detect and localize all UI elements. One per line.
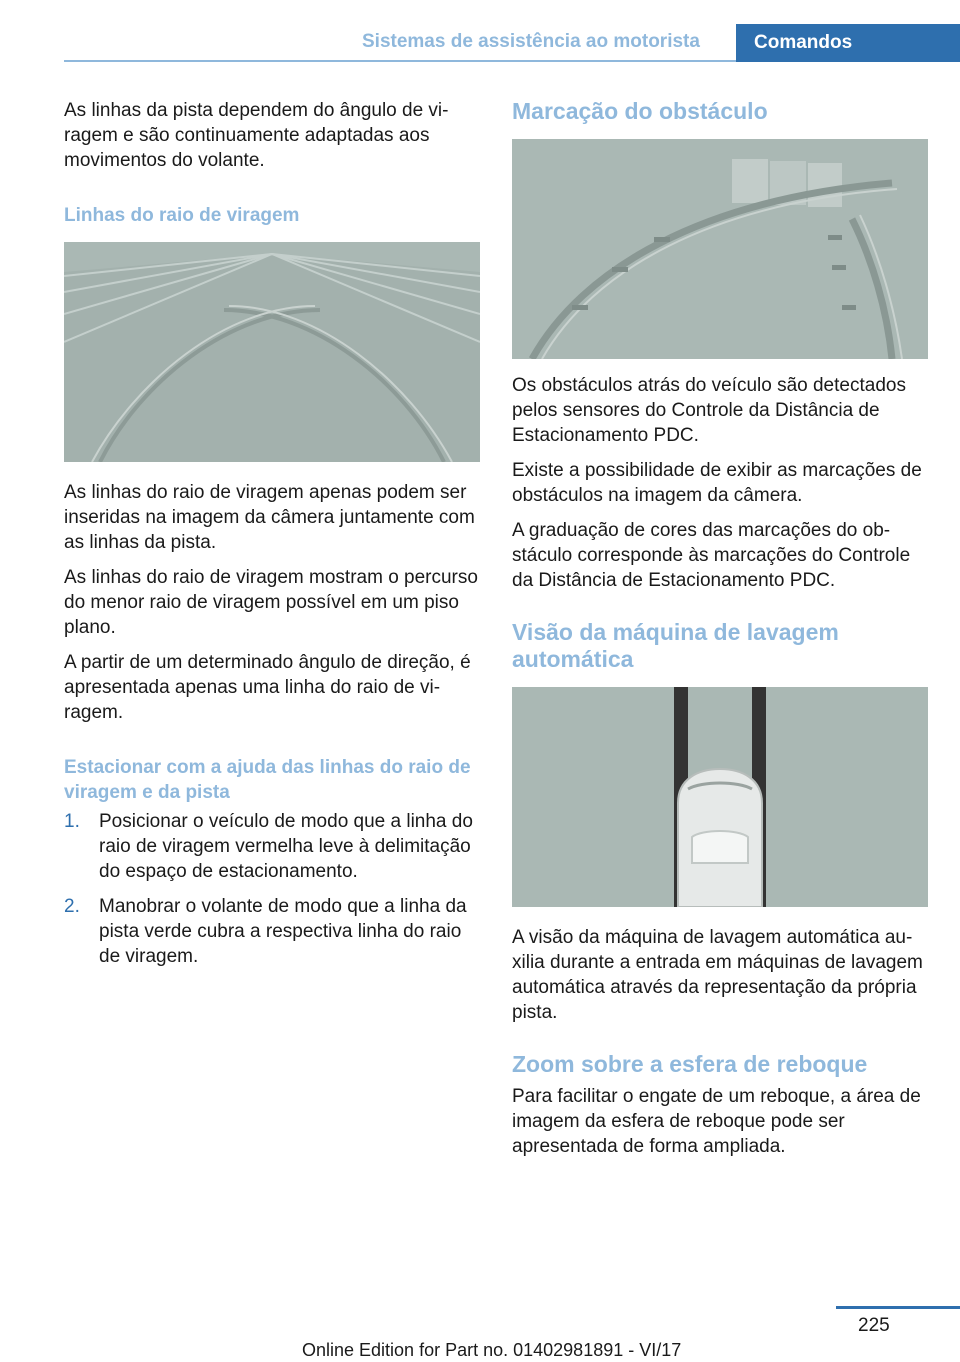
obstacle-paragraph-3: A graduação de cores das marcações do obstáculo corresponde às marcações do Controle da Distância de Estacionamento PDC. bbox=[512, 520, 911, 591]
turning-paragraph-2: As linhas do raio de viragem mostram o percurso do menor raio de viragem possível em um piso plano. bbox=[64, 567, 478, 638]
step-number: 1. bbox=[64, 811, 80, 832]
header-section-title: Sistemas de assistência ao motorista bbox=[362, 31, 700, 52]
obstacle-marking-figure bbox=[512, 139, 928, 359]
parking-step bbox=[64, 809, 480, 884]
parking-step bbox=[64, 894, 480, 969]
turning-paragraph-3: A partir de um determinado ângulo de direção, é apresentada apenas uma linha do raio de viragem. bbox=[64, 652, 471, 723]
step-number: 2. bbox=[64, 896, 80, 917]
turning-lines-figure bbox=[64, 242, 480, 462]
obstacle-paragraph-1: Os obstáculos atrás do veículo são detectados pelos sensores do Controle da Distância de Estacionamento PDC. bbox=[512, 375, 906, 446]
zoom-heading: Zoom sobre a esfera de reboque bbox=[512, 1051, 868, 1077]
carwash-paragraph: A visão da máquina de lavagem automática auxilia durante a entrada em máquinas de lavagem automática através da representação da própria pista. bbox=[512, 927, 923, 1023]
turning-paragraph-1: As linhas do raio de viragem apenas podem ser inseridas na imagem da câmera juntamente com as linhas da pista. bbox=[64, 482, 475, 553]
page-number: 225 bbox=[858, 1315, 890, 1336]
carwash-view-figure bbox=[512, 687, 928, 907]
right-column bbox=[512, 98, 928, 1169]
header-divider bbox=[64, 60, 736, 62]
page-number-rule bbox=[836, 1306, 960, 1309]
header-chapter-tab: Comandos bbox=[736, 24, 960, 62]
footer-edition: Online Edition for Part no. 01402981891 - VI/17 bbox=[302, 1340, 682, 1360]
left-column bbox=[64, 98, 480, 979]
parking-steps-list bbox=[64, 809, 480, 969]
intro-paragraph: As linhas da pista dependem do ângulo de viragem e são continuamente adaptadas aos movimentos do volante. bbox=[64, 100, 449, 171]
turning-lines-heading: Linhas do raio de viragem bbox=[64, 205, 300, 226]
obstacle-heading: Marcação do obstáculo bbox=[512, 98, 768, 124]
parking-heading: Estacionar com a ajuda das linhas do raio de viragem e da pista bbox=[64, 757, 471, 803]
obstacle-paragraph-2: Existe a possibilidade de exibir as marcações de obstáculos na imagem da câmera. bbox=[512, 460, 922, 506]
step-text: Manobrar o volante de modo que a linha da pista verde cubra a respectiva linha do raio de viragem. bbox=[99, 896, 467, 967]
step-text: Posicionar o veículo de modo que a linha do raio de viragem vermelha leve à delimitação do espaço de estacionamento. bbox=[99, 811, 473, 882]
zoom-paragraph: Para facilitar o engate de um reboque, a área de imagem da esfera de reboque pode ser apresentada de forma ampliada. bbox=[512, 1086, 921, 1157]
carwash-heading: Visão da máquina de lavagem automática bbox=[512, 619, 839, 672]
